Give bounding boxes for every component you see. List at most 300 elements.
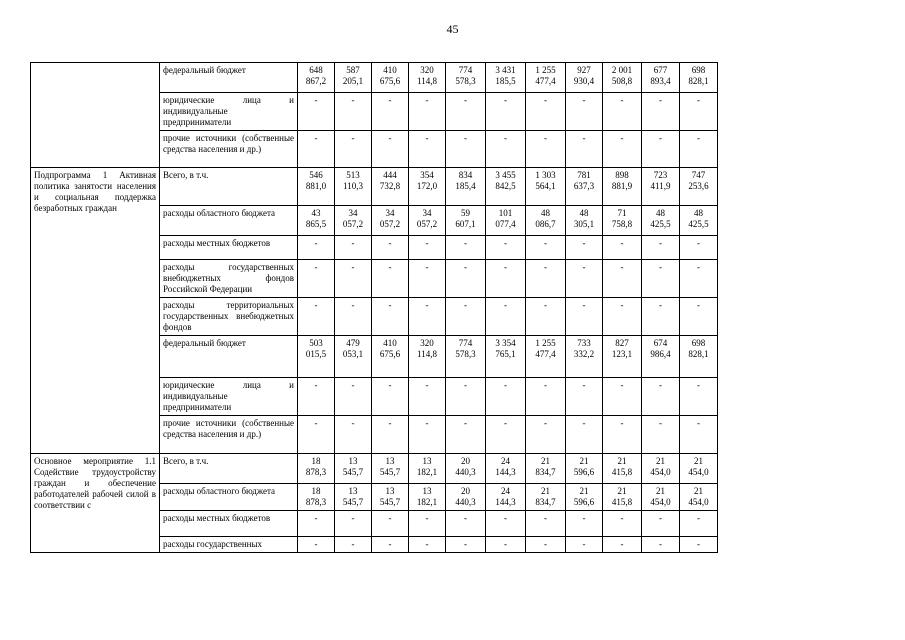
value-cell: - <box>603 298 642 336</box>
value-cell: - <box>372 260 409 298</box>
value-cell <box>642 206 680 236</box>
value-part: 454,0 <box>650 497 671 507</box>
value-part: 057,2 <box>416 219 438 229</box>
value-part: 20 <box>461 486 470 496</box>
value-part: 513 <box>346 170 360 180</box>
funding-source-cell: юридические лица и индивидуальные предприниматели <box>160 93 298 131</box>
value-part: 545,7 <box>342 467 364 477</box>
value-cell: - <box>335 131 372 168</box>
value-cell <box>603 484 642 511</box>
value-cell: - <box>642 416 680 454</box>
value-cell <box>642 336 680 378</box>
value-cell <box>372 63 409 93</box>
value-part: 607,1 <box>455 219 476 229</box>
value-part: 410 <box>383 338 397 348</box>
value-cell <box>566 206 603 236</box>
value-cell <box>446 168 486 206</box>
value-cell: - <box>486 298 526 336</box>
value-part: 43 <box>311 208 321 218</box>
value-part: 723 <box>653 170 668 180</box>
value-cell <box>642 454 680 484</box>
value-part: 834,7 <box>535 467 556 477</box>
value-part: 086,7 <box>535 219 556 229</box>
value-part: 48 <box>541 208 550 218</box>
value-cell: - <box>526 93 566 131</box>
value-cell <box>603 168 642 206</box>
value-cell: - <box>409 298 446 336</box>
funding-source-cell: Всего, в т.ч. <box>160 454 298 484</box>
value-cell <box>446 63 486 93</box>
value-part: 053,1 <box>342 349 364 359</box>
value-part: 110,3 <box>343 181 363 191</box>
value-cell: - <box>372 416 409 454</box>
value-cell <box>298 454 335 484</box>
value-cell <box>566 168 603 206</box>
value-part: 21 <box>694 456 703 466</box>
value-part: 320 <box>420 65 434 75</box>
value-cell: - <box>680 298 718 336</box>
funding-source-cell: расходы государственных <box>160 537 298 553</box>
value-part: 3 431 <box>495 65 516 75</box>
value-part: 596,6 <box>573 467 595 477</box>
value-cell: - <box>446 131 486 168</box>
value-part: 59 <box>461 208 470 218</box>
value-cell: - <box>486 378 526 416</box>
value-cell <box>335 484 372 511</box>
value-cell: - <box>526 298 566 336</box>
value-cell <box>372 484 409 511</box>
value-cell: - <box>486 416 526 454</box>
value-part: 21 <box>617 456 627 466</box>
value-cell: - <box>680 260 718 298</box>
value-cell: - <box>446 378 486 416</box>
value-cell <box>409 484 446 511</box>
value-part: 48 <box>694 208 703 218</box>
value-cell <box>446 454 486 484</box>
value-cell: - <box>566 298 603 336</box>
value-cell <box>409 336 446 378</box>
value-part: 172,0 <box>416 181 438 191</box>
value-part: 077,4 <box>495 219 516 229</box>
value-part: 927 <box>577 65 591 75</box>
value-part: 182,1 <box>416 467 438 477</box>
value-part: 415,8 <box>611 497 633 507</box>
value-cell: - <box>446 260 486 298</box>
value-cell <box>642 484 680 511</box>
value-part: 827 <box>615 338 629 348</box>
funding-source-cell: расходы государственных внебюджетных фондов Российской Федерации <box>160 260 298 298</box>
value-cell <box>335 206 372 236</box>
value-part: 34 <box>348 208 358 218</box>
value-part: 48 <box>579 208 589 218</box>
value-cell: - <box>372 93 409 131</box>
value-part: 986,4 <box>650 349 671 359</box>
value-cell: - <box>526 511 566 537</box>
value-part: 18 <box>311 486 321 496</box>
value-part: 182,1 <box>416 497 438 507</box>
value-part: 578,3 <box>455 76 476 86</box>
value-part: 114,8 <box>417 349 437 359</box>
value-part: 758,8 <box>611 219 633 229</box>
value-cell <box>603 454 642 484</box>
value-part: 733 <box>577 338 591 348</box>
value-cell: - <box>603 511 642 537</box>
value-part: 21 <box>541 456 550 466</box>
value-cell <box>486 63 526 93</box>
value-cell: - <box>298 236 335 260</box>
value-part: 332,2 <box>573 349 595 359</box>
value-part: 747 <box>691 170 706 180</box>
value-cell <box>372 336 409 378</box>
value-cell <box>486 484 526 511</box>
value-part: 930,4 <box>573 76 595 86</box>
value-cell <box>680 454 718 484</box>
value-part: 13 <box>385 456 395 466</box>
page-number: 45 <box>446 22 459 36</box>
value-part: 253,6 <box>688 181 709 191</box>
value-cell: - <box>642 537 680 553</box>
value-part: 564,1 <box>535 181 556 191</box>
value-part: 410 <box>383 65 397 75</box>
value-cell <box>680 206 718 236</box>
value-cell <box>335 168 372 206</box>
value-cell <box>372 454 409 484</box>
value-part: 34 <box>385 208 395 218</box>
value-cell: - <box>566 378 603 416</box>
value-cell: - <box>566 511 603 537</box>
value-part: 774 <box>458 65 473 75</box>
value-part: 834 <box>458 170 473 180</box>
value-cell: - <box>642 378 680 416</box>
value-cell: - <box>486 131 526 168</box>
program-cell: Подпрограмма 1 Активная политика занятости населения и социальная поддержка безработных граждан <box>31 168 160 454</box>
value-part: 185,4 <box>455 181 476 191</box>
value-part: 698 <box>691 65 706 75</box>
value-part: 18 <box>311 456 321 466</box>
value-part: 24 <box>501 486 510 496</box>
value-part: 411,9 <box>650 181 671 191</box>
value-cell: - <box>335 298 372 336</box>
value-part: 415,8 <box>611 467 633 477</box>
value-part: 545,7 <box>379 497 401 507</box>
value-cell: - <box>642 260 680 298</box>
value-cell: - <box>526 378 566 416</box>
value-part: 13 <box>385 486 395 496</box>
value-cell <box>486 336 526 378</box>
value-cell: - <box>298 93 335 131</box>
value-cell <box>409 206 446 236</box>
value-cell: - <box>526 260 566 298</box>
funding-source-cell: расходы областного бюджета <box>160 484 298 511</box>
value-part: 71 <box>617 208 627 218</box>
value-cell: - <box>680 416 718 454</box>
value-part: 13 <box>422 456 432 466</box>
value-cell: - <box>298 260 335 298</box>
value-part: 545,7 <box>379 467 401 477</box>
budget-table <box>30 62 718 553</box>
value-cell <box>409 454 446 484</box>
value-cell: - <box>642 511 680 537</box>
value-part: 101 <box>498 208 513 218</box>
value-part: 1 255 <box>535 338 556 348</box>
value-cell: - <box>603 537 642 553</box>
value-cell <box>298 484 335 511</box>
value-part: 648 <box>309 65 323 75</box>
value-cell: - <box>603 131 642 168</box>
value-part: 144,3 <box>495 497 516 507</box>
value-cell: - <box>298 298 335 336</box>
value-cell: - <box>298 131 335 168</box>
value-cell <box>603 336 642 378</box>
value-cell <box>526 454 566 484</box>
value-part: 675,6 <box>379 76 401 86</box>
funding-source-cell: Всего, в т.ч. <box>160 168 298 206</box>
value-part: 893,4 <box>650 76 671 86</box>
value-cell: - <box>409 378 446 416</box>
value-part: 454,0 <box>688 467 709 477</box>
value-cell: - <box>680 93 718 131</box>
value-cell <box>680 63 718 93</box>
value-cell: - <box>566 236 603 260</box>
value-cell <box>526 484 566 511</box>
value-part: 674 <box>653 338 668 348</box>
value-cell <box>526 206 566 236</box>
value-cell: - <box>526 236 566 260</box>
value-cell <box>335 454 372 484</box>
value-cell: - <box>298 537 335 553</box>
value-cell: - <box>642 93 680 131</box>
value-cell <box>526 168 566 206</box>
value-part: 13 <box>422 486 432 496</box>
value-cell <box>446 336 486 378</box>
value-cell: - <box>680 537 718 553</box>
value-part: 454,0 <box>650 467 671 477</box>
value-cell <box>566 63 603 93</box>
value-cell <box>486 206 526 236</box>
value-cell: - <box>680 378 718 416</box>
value-cell: - <box>335 378 372 416</box>
value-cell: - <box>335 260 372 298</box>
value-cell: - <box>372 298 409 336</box>
value-part: 13 <box>348 456 358 466</box>
value-part: 878,3 <box>305 467 327 477</box>
value-part: 057,2 <box>379 219 401 229</box>
value-part: 425,5 <box>688 219 709 229</box>
value-cell <box>486 168 526 206</box>
value-cell <box>680 484 718 511</box>
program-cell <box>31 63 160 168</box>
value-part: 898 <box>615 170 629 180</box>
value-cell: - <box>486 260 526 298</box>
value-part: 596,6 <box>573 497 595 507</box>
funding-source-cell: расходы областного бюджета <box>160 206 298 236</box>
value-part: 144,3 <box>495 467 516 477</box>
value-cell: - <box>372 537 409 553</box>
value-cell: - <box>298 416 335 454</box>
value-part: 834,7 <box>535 497 556 507</box>
value-part: 881,0 <box>305 181 327 191</box>
value-part: 546 <box>309 170 323 180</box>
value-part: 205,1 <box>342 76 364 86</box>
value-part: 320 <box>420 338 434 348</box>
value-cell: - <box>372 131 409 168</box>
value-cell: - <box>409 537 446 553</box>
value-part: 305,1 <box>573 219 595 229</box>
value-part: 454,0 <box>688 497 709 507</box>
value-cell <box>446 484 486 511</box>
value-cell <box>603 63 642 93</box>
value-cell: - <box>409 93 446 131</box>
value-cell <box>335 63 372 93</box>
value-cell: - <box>409 416 446 454</box>
value-cell: - <box>335 416 372 454</box>
value-cell: - <box>446 236 486 260</box>
value-cell <box>566 336 603 378</box>
value-part: 477,4 <box>535 76 556 86</box>
value-cell: - <box>409 260 446 298</box>
funding-source-cell: прочие источники (собственные средства населения и др.) <box>160 416 298 454</box>
value-cell: - <box>526 537 566 553</box>
value-cell <box>566 454 603 484</box>
value-part: 21 <box>694 486 703 496</box>
value-part: 828,1 <box>688 349 709 359</box>
funding-source-cell: прочие источники (собственные средства населения и др.) <box>160 131 298 168</box>
value-part: 425,5 <box>650 219 671 229</box>
value-part: 21 <box>579 456 589 466</box>
value-part: 545,7 <box>342 497 364 507</box>
value-cell <box>298 336 335 378</box>
value-part: 781 <box>577 170 591 180</box>
value-part: 867,2 <box>305 76 327 86</box>
value-cell: - <box>446 298 486 336</box>
value-cell: - <box>680 236 718 260</box>
value-cell: - <box>486 236 526 260</box>
funding-source-cell: расходы территориальных государственных внебюджетных фондов <box>160 298 298 336</box>
value-cell <box>409 168 446 206</box>
value-part: 21 <box>656 456 665 466</box>
value-cell <box>298 206 335 236</box>
value-cell: - <box>486 511 526 537</box>
value-cell: - <box>446 416 486 454</box>
value-cell: - <box>446 93 486 131</box>
value-cell <box>486 454 526 484</box>
value-cell <box>566 484 603 511</box>
value-part: 479 <box>346 338 360 348</box>
value-cell: - <box>335 511 372 537</box>
value-cell: - <box>372 378 409 416</box>
value-cell: - <box>566 131 603 168</box>
value-cell: - <box>603 236 642 260</box>
value-cell <box>526 336 566 378</box>
value-part: 354 <box>420 170 434 180</box>
value-cell: - <box>409 511 446 537</box>
table-row <box>31 168 718 206</box>
value-cell: - <box>486 537 526 553</box>
value-cell <box>526 63 566 93</box>
value-part: 878,3 <box>305 497 327 507</box>
value-cell <box>603 206 642 236</box>
funding-source-cell: юридические лица и индивидуальные предприниматели <box>160 378 298 416</box>
value-part: 698 <box>691 338 706 348</box>
program-cell: Основное мероприятие 1.1 Содействие трудоустройству граждан и обеспечение работодателей рабочей силой в соответствии с <box>31 454 160 553</box>
value-cell <box>446 206 486 236</box>
value-part: 1 255 <box>535 65 556 75</box>
value-part: 865,5 <box>305 219 327 229</box>
value-cell: - <box>680 131 718 168</box>
value-cell <box>642 168 680 206</box>
value-part: 13 <box>348 486 358 496</box>
value-part: 015,5 <box>305 349 327 359</box>
value-cell: - <box>566 416 603 454</box>
value-part: 444 <box>383 170 397 180</box>
funding-source-cell: федеральный бюджет <box>160 63 298 93</box>
value-cell <box>409 63 446 93</box>
value-cell <box>372 206 409 236</box>
value-part: 440,3 <box>455 497 476 507</box>
value-cell <box>335 336 372 378</box>
value-part: 21 <box>617 486 627 496</box>
value-part: 675,6 <box>379 349 401 359</box>
value-part: 503 <box>309 338 323 348</box>
value-part: 3 455 <box>495 170 516 180</box>
value-cell: - <box>335 93 372 131</box>
value-part: 774 <box>458 338 473 348</box>
value-part: 578,3 <box>455 349 476 359</box>
value-cell: - <box>446 511 486 537</box>
value-cell: - <box>409 236 446 260</box>
value-part: 057,2 <box>342 219 364 229</box>
value-part: 732,8 <box>379 181 401 191</box>
value-part: 185,5 <box>495 76 516 86</box>
value-part: 508,8 <box>611 76 633 86</box>
value-part: 677 <box>653 65 668 75</box>
value-cell: - <box>603 378 642 416</box>
value-cell: - <box>446 537 486 553</box>
value-part: 477,4 <box>535 349 556 359</box>
funding-source-cell: федеральный бюджет <box>160 336 298 378</box>
value-cell: - <box>526 131 566 168</box>
value-part: 21 <box>656 486 665 496</box>
value-cell <box>298 63 335 93</box>
funding-source-cell: расходы местных бюджетов <box>160 236 298 260</box>
value-cell: - <box>335 236 372 260</box>
value-part: 123,1 <box>611 349 633 359</box>
value-part: 24 <box>501 456 510 466</box>
value-part: 440,3 <box>455 467 476 477</box>
value-cell: - <box>566 260 603 298</box>
value-cell: - <box>372 511 409 537</box>
value-cell: - <box>298 378 335 416</box>
funding-source-cell: расходы местных бюджетов <box>160 511 298 537</box>
value-cell: - <box>526 416 566 454</box>
value-part: 21 <box>579 486 589 496</box>
value-part: 1 303 <box>535 170 556 180</box>
value-cell: - <box>486 93 526 131</box>
value-part: 881,9 <box>611 181 633 191</box>
value-part: 3 354 <box>495 338 516 348</box>
value-cell <box>298 168 335 206</box>
value-cell: - <box>372 236 409 260</box>
value-part: 637,3 <box>573 181 595 191</box>
value-part: 842,5 <box>495 181 516 191</box>
value-cell: - <box>642 236 680 260</box>
value-part: 20 <box>461 456 470 466</box>
value-part: 2 001 <box>611 65 633 75</box>
value-cell <box>680 336 718 378</box>
value-part: 828,1 <box>688 76 709 86</box>
value-cell: - <box>642 298 680 336</box>
value-part: 114,8 <box>417 76 437 86</box>
